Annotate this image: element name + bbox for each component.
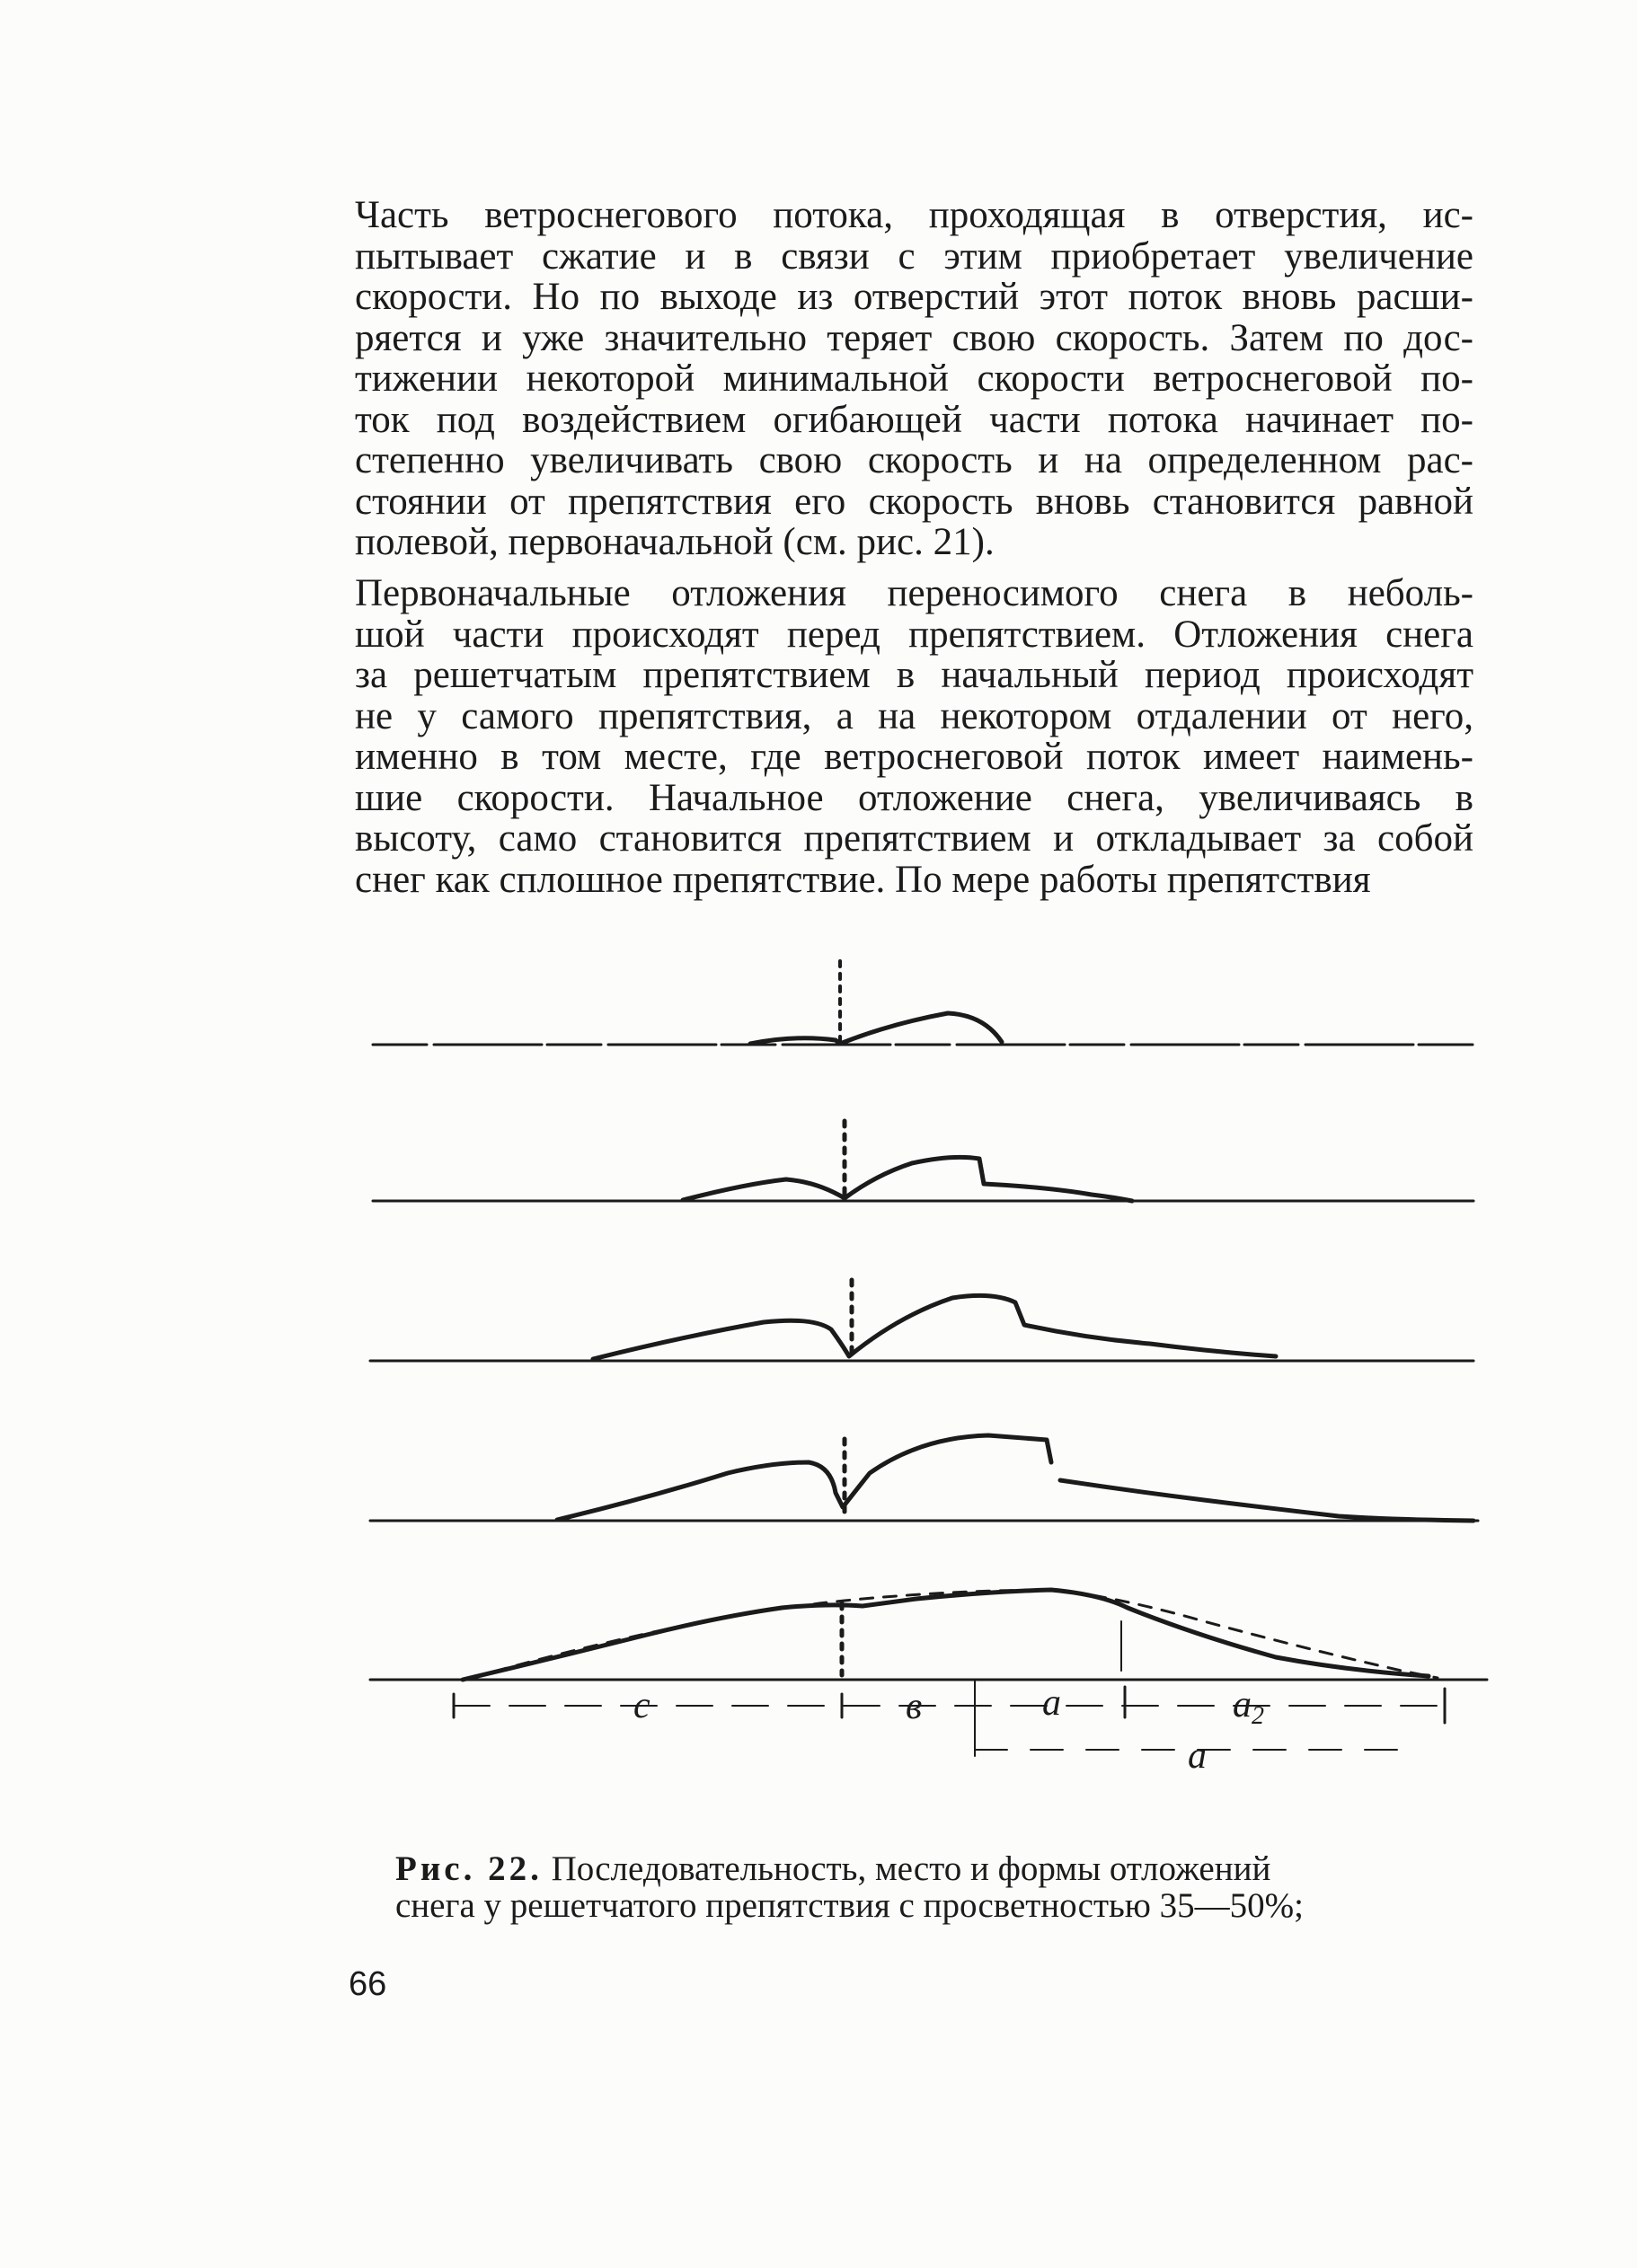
text-line: полевой, первоначальной (см. рис. 21).	[355, 521, 995, 563]
stage-4-profile	[370, 1435, 1478, 1521]
text-line: пытывает сжатие и в связи с этим приобретает увеличение	[355, 234, 1473, 278]
stage-5-profile	[370, 1590, 1487, 1756]
text-line: Часть ветроснегового потока, проходящая в отверстия, ис-	[355, 194, 1473, 236]
snow-profile	[463, 1590, 1429, 1680]
caption-line-1	[395, 1850, 1456, 1887]
stage-2-profile	[373, 1121, 1473, 1201]
snow-profile	[750, 1013, 1002, 1044]
snow-profile	[593, 1295, 1276, 1359]
text-line: шие скорости. Начальное отложение снега, увеличиваясь в	[355, 776, 1473, 819]
body-paragraph-2	[355, 573, 1473, 900]
text-line: снег как сплошное препятствие. По мере работы препятствия	[355, 858, 1371, 901]
page-number: 66	[349, 1965, 387, 2003]
dimension-label-c: c	[633, 1685, 650, 1726]
dimension-label-a: a	[1188, 1735, 1207, 1777]
text-line: ряется и уже значительно теряет свою скорость. Затем по дос-	[355, 316, 1473, 359]
text-line: ток под воздействием огибающей части потока начинает по-	[355, 398, 1473, 441]
figure-snow-deposits	[355, 948, 1505, 1801]
stage-1-profile	[373, 961, 1473, 1045]
text-line: скорости. Но по выходе из отверстий этот поток вновь расши-	[355, 276, 1473, 318]
dimension-label-a2: a2	[1233, 1684, 1264, 1730]
stage-3-profile	[370, 1280, 1473, 1361]
text-line: Первоначальные отложения переносимого снега в неболь-	[355, 572, 1473, 614]
text-line: тижении некоторой минимальной скорости ветроснеговой по-	[355, 357, 1473, 400]
caption-label: Рис. 22.	[395, 1849, 543, 1888]
text-line: стоянии от препятствия его скорость вновь становится равной	[355, 480, 1473, 523]
body-paragraph-1	[355, 195, 1473, 563]
text-line: шой части происходят перед препятствием. Отложения снега	[355, 613, 1473, 656]
dimension-label-a1: a	[1042, 1682, 1061, 1724]
snow-profile	[557, 1435, 1051, 1520]
snow-profile-envelope	[472, 1590, 1438, 1678]
text-line: не у самого препятствия, а на некотором отдалении от него,	[355, 694, 1473, 737]
caption-text-1: Последовательность, место и формы отложений	[551, 1849, 1271, 1888]
text-line: за решетчатым препятствием в начальный период происходят	[355, 654, 1473, 696]
dimension-label-b: в	[906, 1686, 923, 1727]
text-line: степенно увеличивать свою скорость и на определенном рас-	[355, 439, 1473, 481]
text-line: именно в том месте, где ветроснеговой поток имеет наимень-	[355, 736, 1473, 778]
caption-line-2: снега у решетчатого препятствия с просветностью 35—50%;	[395, 1886, 1304, 1925]
figure-caption	[395, 1850, 1456, 1924]
text-line: высоту, само становится препятствием и откладывает за собой	[355, 817, 1473, 860]
snow-profile-tail	[1060, 1480, 1473, 1521]
snow-profile	[683, 1157, 1132, 1201]
